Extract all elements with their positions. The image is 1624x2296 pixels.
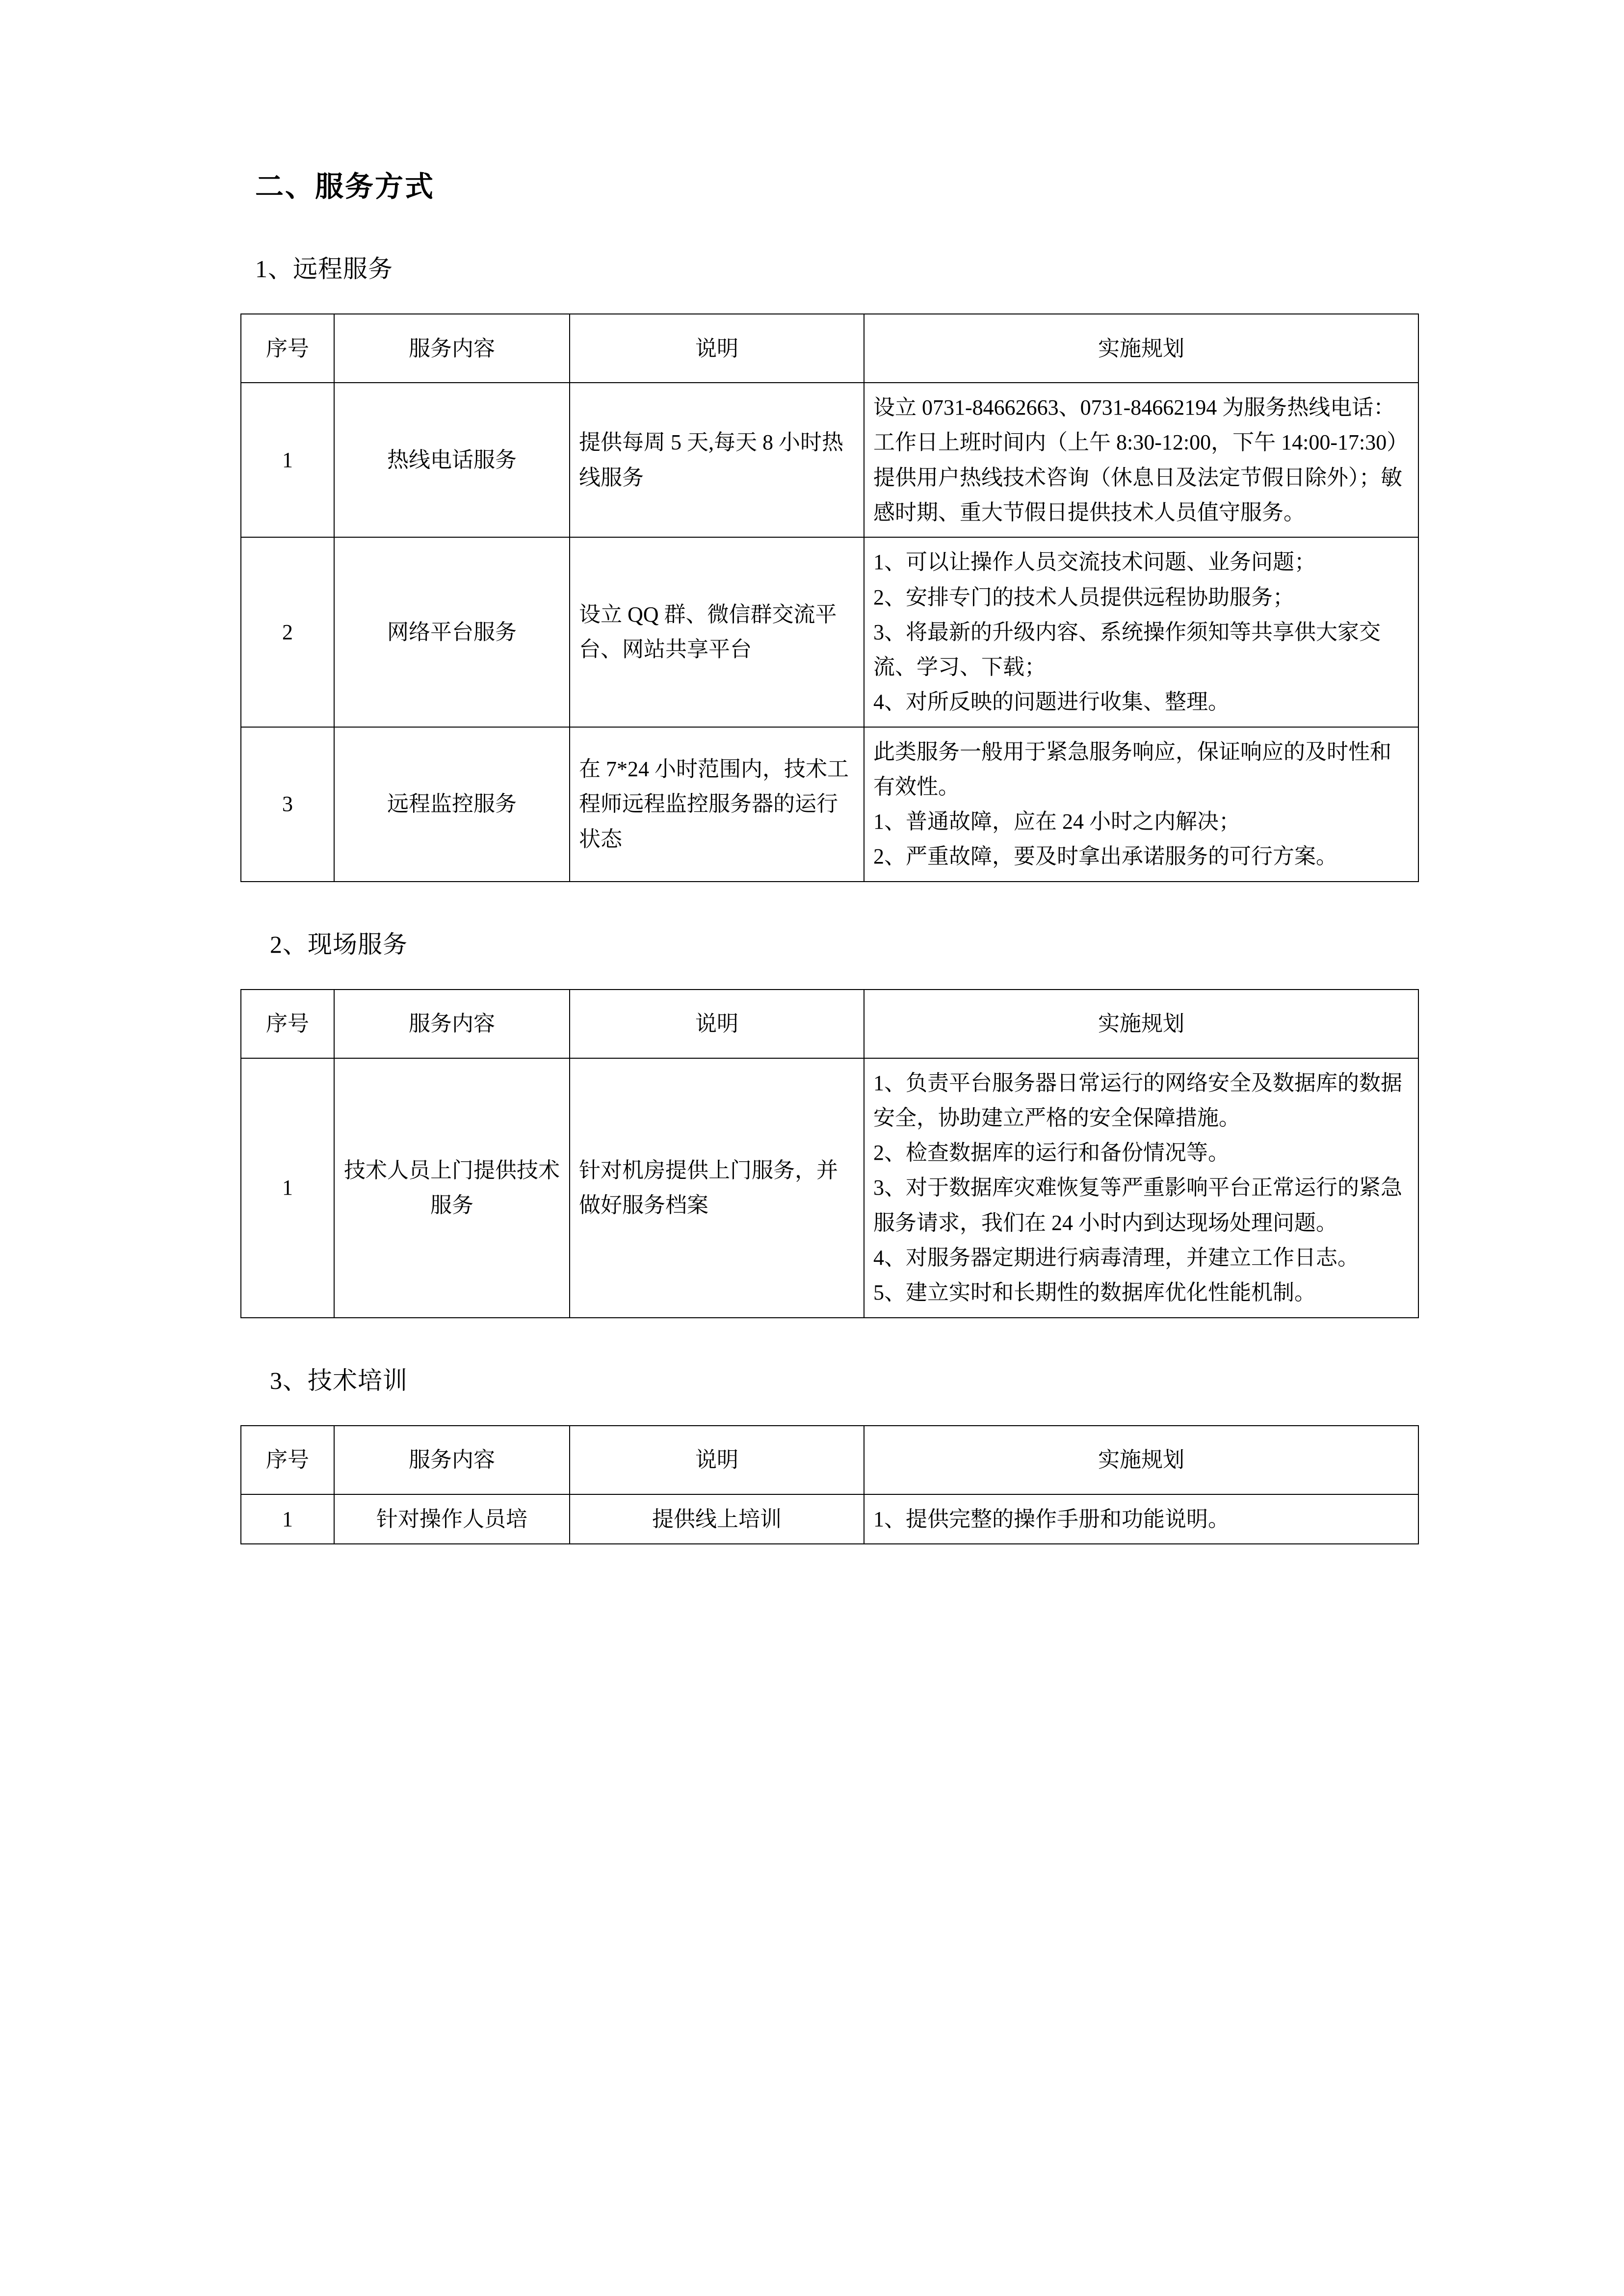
table-row [241,1058,1418,1318]
cell-plan: 此类服务一般用于紧急服务响应，保证响应的及时性和有效性。 1、普通故障，应在 24 小时之内解决； 2、严重故障，要及时拿出承诺服务的可行方案。 [864,727,1418,882]
cell-desc: 提供每周 5 天,每天 8 小时热线服务 [570,383,864,537]
cell-plan: 设立 0731-84662663、0731-84662194 为服务热线电话：工作日上班时间内（上午 8:30-12:00，下午 14:00-17:30）提供用户热线技术咨询（休息日及法定节假日除外）；敏感时期、重大节假日提供技术人员值守服务。 [864,383,1418,537]
table-row [241,727,1418,882]
cell-content: 技术人员上门提供技术服务 [334,1058,570,1318]
page-title: 二、服务方式 [255,171,435,203]
table-row [241,383,1418,537]
table-header-cell: 序号 [241,314,334,383]
table-header-cell: 服务内容 [334,990,570,1058]
cell-desc: 在 7*24 小时范围内，技术工程师远程监控服务器的运行状态 [570,727,864,882]
section-title-remote-service: 1、远程服务 [255,255,393,283]
table-header-cell: 服务内容 [334,314,570,383]
table-onsite-service [240,989,1419,1318]
cell-no: 1 [241,1494,334,1544]
table-header-cell: 说明 [570,990,864,1058]
cell-desc: 设立 QQ 群、微信群交流平台、网站共享平台 [570,537,864,727]
table-header-row [241,990,1418,1058]
table-row [241,537,1418,727]
table-header-cell: 服务内容 [334,1426,570,1494]
section-title-technical-training: 3、技术培训 [270,1366,408,1394]
table-remote-service [240,313,1419,882]
cell-no: 3 [241,727,334,882]
table-header-cell: 实施规划 [864,1426,1418,1494]
table-header-row [241,314,1418,383]
table-header-cell: 说明 [570,1426,864,1494]
cell-plan: 1、提供完整的操作手册和功能说明。 [864,1494,1418,1544]
table-technical-training [240,1425,1419,1544]
cell-plan: 1、可以让操作人员交流技术问题、业务问题； 2、安排专门的技术人员提供远程协助服务； 3、将最新的升级内容、系统操作须知等共享供大家交流、学习、下载； 4、对所反映的问题进行收集、整理。 [864,537,1418,727]
cell-no: 2 [241,537,334,727]
cell-desc: 针对机房提供上门服务，并做好服务档案 [570,1058,864,1318]
cell-content: 网络平台服务 [334,537,570,727]
section-title-onsite-service: 2、现场服务 [270,930,408,958]
cell-content: 针对操作人员培 [334,1494,570,1544]
cell-no: 1 [241,383,334,537]
table-header-cell: 实施规划 [864,990,1418,1058]
cell-desc: 提供线上培训 [570,1494,864,1544]
cell-plan: 1、负责平台服务器日常运行的网络安全及数据库的数据安全，协助建立严格的安全保障措施。 2、检查数据库的运行和备份情况等。 3、对于数据库灾难恢复等严重影响平台正常运行的紧急服务请求，我们在 24 小时内到达现场处理问题。 4、对服务器定期进行病毒清理，并建立工作日志。 5、建立实时和长期性的数据库优化性能机制。 [864,1058,1418,1318]
cell-no: 1 [241,1058,334,1318]
table-header-cell: 说明 [570,314,864,383]
table-header-cell: 实施规划 [864,314,1418,383]
table-row [241,1494,1418,1544]
cell-content: 热线电话服务 [334,383,570,537]
table-header-cell: 序号 [241,1426,334,1494]
table-header-row [241,1426,1418,1494]
cell-content: 远程监控服务 [334,727,570,882]
table-header-cell: 序号 [241,990,334,1058]
